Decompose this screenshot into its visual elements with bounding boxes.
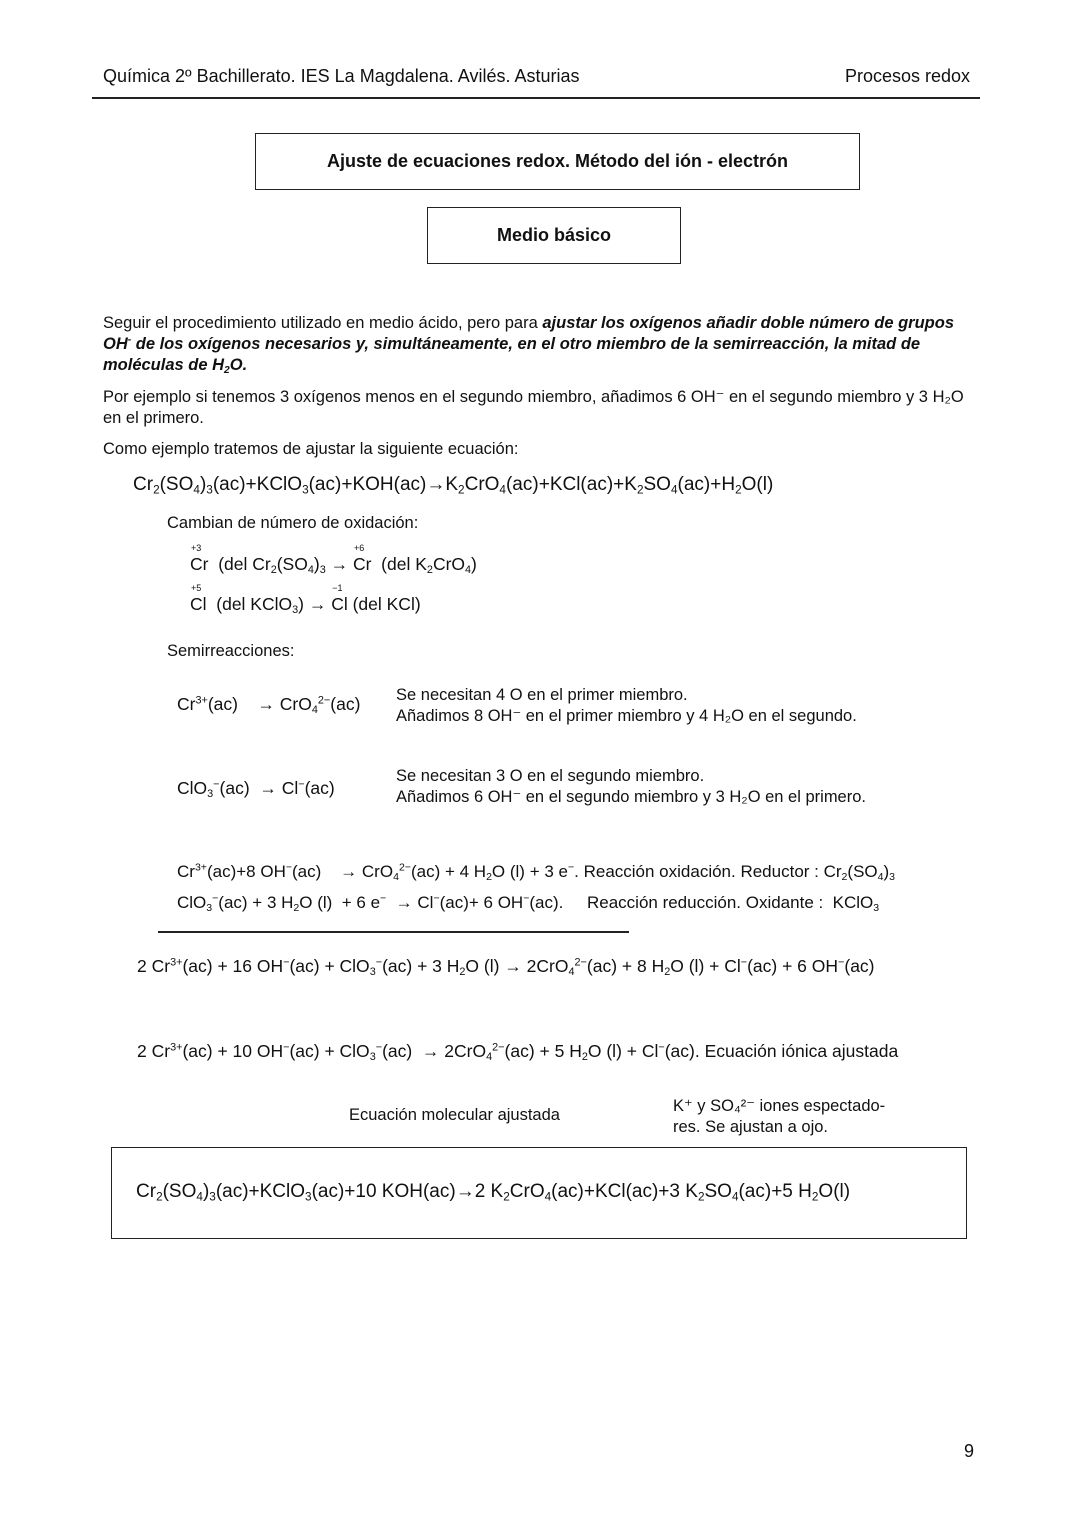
intro-paragraph-3: Como ejemplo tratemos de ajustar la siguiente ecuación: [103, 440, 519, 458]
label-iones-b: res. Se ajustan a ojo. [673, 1118, 829, 1136]
intro-bold-b: de los oxígenos necesarios y, simultáneamente, en el otro miembro de la semirreacción, la mitad de moléculas de H [103, 335, 921, 374]
intro-text: Seguir el procedimiento utilizado en medio ácido, pero para [103, 314, 543, 332]
sum-equation: 2 $Cr^{3+}(ac) + 16$ OH−(ac) + ClO$_3$−(ac) + 3 $H_2O$ (l) → 2CrO$_4^{2-}$(ac) + 8 $H_2O$ (l) + Cl−(ac) + 6 OH−(ac) [137, 956, 875, 979]
note-2a: Se necesitan 3 O en el segundo miembro. [396, 767, 705, 785]
note-1b: Añadimos 8 OH⁻ en el primer miembro y 4 H₂O en el segundo. [396, 707, 857, 725]
ionic-equation: 2 $Cr^{3+}(ac) + 10$ OH−(ac) + ClO$_3$−(ac) → 2CrO$_4^{2-}$(ac) + 5 $H_2O$ (l) + Cl−(ac). Ecuación iónica ajustada [137, 1041, 899, 1064]
ox-number: +3 [191, 543, 202, 553]
title: Ajuste de ecuaciones redox. Método del ión - electrón [326, 151, 789, 171]
oxidation-change-cl: Cl +5 (del KClO$_3$) → Cl −1 (del KCl) [190, 583, 421, 617]
header-right: Procesos redox [844, 66, 970, 86]
final-equation: $Cr_2(SO_4)_3(ac)+KClO_3(ac)+10$ KOH(ac)→2 $K_2CrO_4(ac)+KCl(ac)+3$ $K_2SO_4(ac)+5$ $H_2O(l)$ [136, 1181, 851, 1204]
subtitle-box [427, 207, 681, 264]
main-equation: $Cr_2(SO_4)_3(ac)+KClO_3(ac)+KOH(ac)\to K_2CrO_4(ac)+KCl(ac)+K_2SO_4(ac)+H_2O(l)$ [133, 474, 774, 497]
half-reaction-2: ClO$_3$−(ac) → Cl−(ac) [177, 778, 335, 801]
intro-paragraph-1 [103, 313, 981, 376]
label-iones-a: K⁺ y SO₄²⁻ iones espectado- [673, 1097, 886, 1115]
subtitle: Medio básico [496, 225, 612, 245]
intro-paragraph-2: Por ejemplo si tenemos 3 oxígenos menos en el segundo miembro, añadimos 6 OH⁻ en el segundo miembro y 3 H₂O en el primero. [103, 388, 964, 427]
label-molecular: Ecuación molecular ajustada [349, 1106, 560, 1124]
header-rule [92, 97, 980, 99]
header-left: Química 2º Bachillerato. IES La Magdalena. Avilés. Asturias [103, 66, 580, 86]
label-semirreacciones: Semirreacciones: [167, 642, 295, 660]
final-equation-box [111, 1147, 967, 1239]
intro-bold-c: O. [229, 356, 248, 374]
half-reaction-1: $Cr^{3+}(ac)$ → CrO$_4^{2-}$(ac) [177, 694, 361, 717]
intro-bold: ajustar los oxígenos añadir doble número de grupos OH [103, 314, 955, 353]
ox-number: +6 [353, 543, 365, 553]
ox-number: −1 [332, 583, 343, 593]
ox-number: +5 [191, 583, 202, 593]
sum-rule [158, 931, 629, 933]
intro-bold-sup: - [127, 334, 132, 346]
balanced-oxidation: $Cr^{3+}(ac)+8$ OH−(ac) → CrO$_4^{2-}$(ac) + 4 $H_2O$ (l) + 3 e−. Reacción oxidación. Reductor : $Cr_2(SO_4)_3$ [177, 861, 896, 883]
intro-bold-sub: 2 [224, 364, 230, 376]
page-number: 9 [964, 1441, 975, 1461]
oxidation-change-cr: Cr +3 (del $Cr_2(SO_4)_3 \to Cr$ +6 (del $K_2CrO_4$) [190, 543, 477, 577]
note-2b: Añadimos 6 OH⁻ en el segundo miembro y 3 H₂O en el primero. [396, 788, 866, 806]
note-1a: Se necesitan 4 O en el primer miembro. [396, 686, 688, 704]
label-cambian: Cambian de número de oxidación: [167, 514, 419, 532]
title-box [255, 133, 860, 190]
balanced-reduction: ClO$_3$−(ac) + 3 $H_2O$ (l) + 6 e− → Cl−(ac)+ 6 OH−(ac). Reacción reducción. Oxidante : KClO$_3$ [177, 892, 880, 914]
